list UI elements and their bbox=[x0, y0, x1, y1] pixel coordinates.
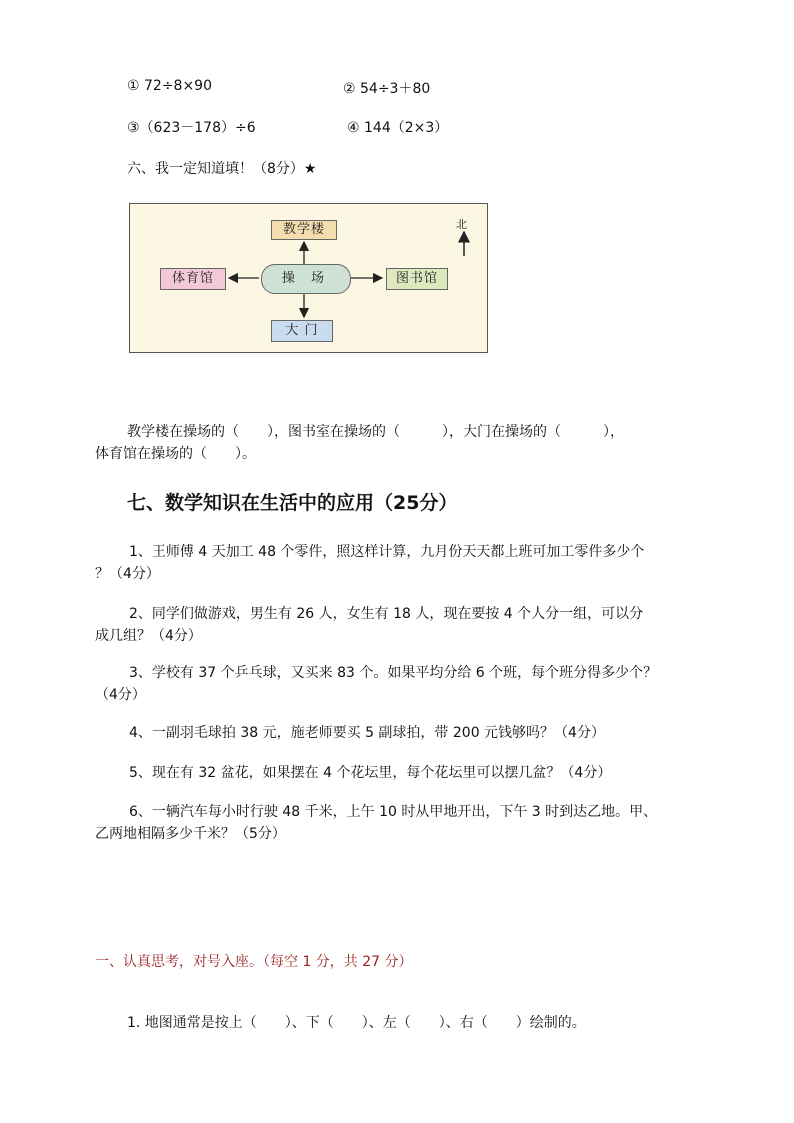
question-5: 5、现在有 32 盆花，如果摆在 4 个花坛里，每个花坛里可以摆几盆？（4分） bbox=[129, 765, 612, 781]
section-6-title: 六、我一定知道填！（8分）★ bbox=[127, 161, 317, 177]
question-2-line-2: 成几组？（4分） bbox=[95, 628, 202, 644]
section-1-question-1: 1. 地图通常是按上（ ）、下（ ）、左（ ）、右（ ）绘制的。 bbox=[127, 1015, 586, 1031]
problem-1: ① 72÷8×90 bbox=[127, 78, 212, 94]
question-1-line-1: 1、王师傅 4 天加工 48 个零件，照这样计算，九月份天天都上班可加工零件多少个 bbox=[129, 544, 645, 560]
fill-line-1: 教学楼在操场的（ ），图书室在操场的（ ），大门在操场的（ ）， bbox=[127, 424, 624, 440]
map-jiaoxuelou: 教学楼 bbox=[271, 220, 337, 240]
question-2-line-1: 2、同学们做游戏，男生有 26 人，女生有 18 人，现在要按 4 个人分一组，可以分 bbox=[129, 606, 644, 622]
question-3-line-1: 3、学校有 37 个乒乓球，又买来 83 个。如果平均分给 6 个班，每个班分得多少个？ bbox=[129, 665, 658, 681]
campus-map bbox=[129, 203, 488, 353]
map-caochang: 操 场 bbox=[261, 264, 351, 294]
north-label: 北 bbox=[456, 218, 467, 231]
section-7-title: 七、数学知识在生活中的应用（25分） bbox=[127, 492, 458, 514]
question-6-line-1: 6、一辆汽车每小时行驶 48 千米，上午 10 时从甲地开出，下午 3 时到达乙地。甲、 bbox=[129, 804, 658, 820]
map-damen: 大 门 bbox=[271, 320, 333, 342]
problem-2: ② 54÷3＋80 bbox=[343, 81, 431, 97]
question-6-line-2: 乙两地相隔多少千米？（5分） bbox=[95, 826, 286, 842]
map-tushuguan: 图书馆 bbox=[386, 268, 448, 290]
section-1-title: 一、认真思考，对号入座。（每空 1 分，共 27 分） bbox=[95, 954, 413, 970]
problem-4: ④ 144（2×3） bbox=[347, 120, 449, 136]
fill-line-2: 体育馆在操场的（ ）。 bbox=[95, 446, 256, 462]
question-4: 4、一副羽毛球拍 38 元，施老师要买 5 副球拍，带 200 元钱够吗？（4分） bbox=[129, 725, 605, 741]
question-3-line-2: （4分） bbox=[95, 687, 146, 703]
problem-3: ③（623－178）÷6 bbox=[127, 120, 256, 136]
question-1-line-2: ？（4分） bbox=[95, 566, 160, 582]
map-tiyuguan: 体育馆 bbox=[160, 268, 226, 290]
